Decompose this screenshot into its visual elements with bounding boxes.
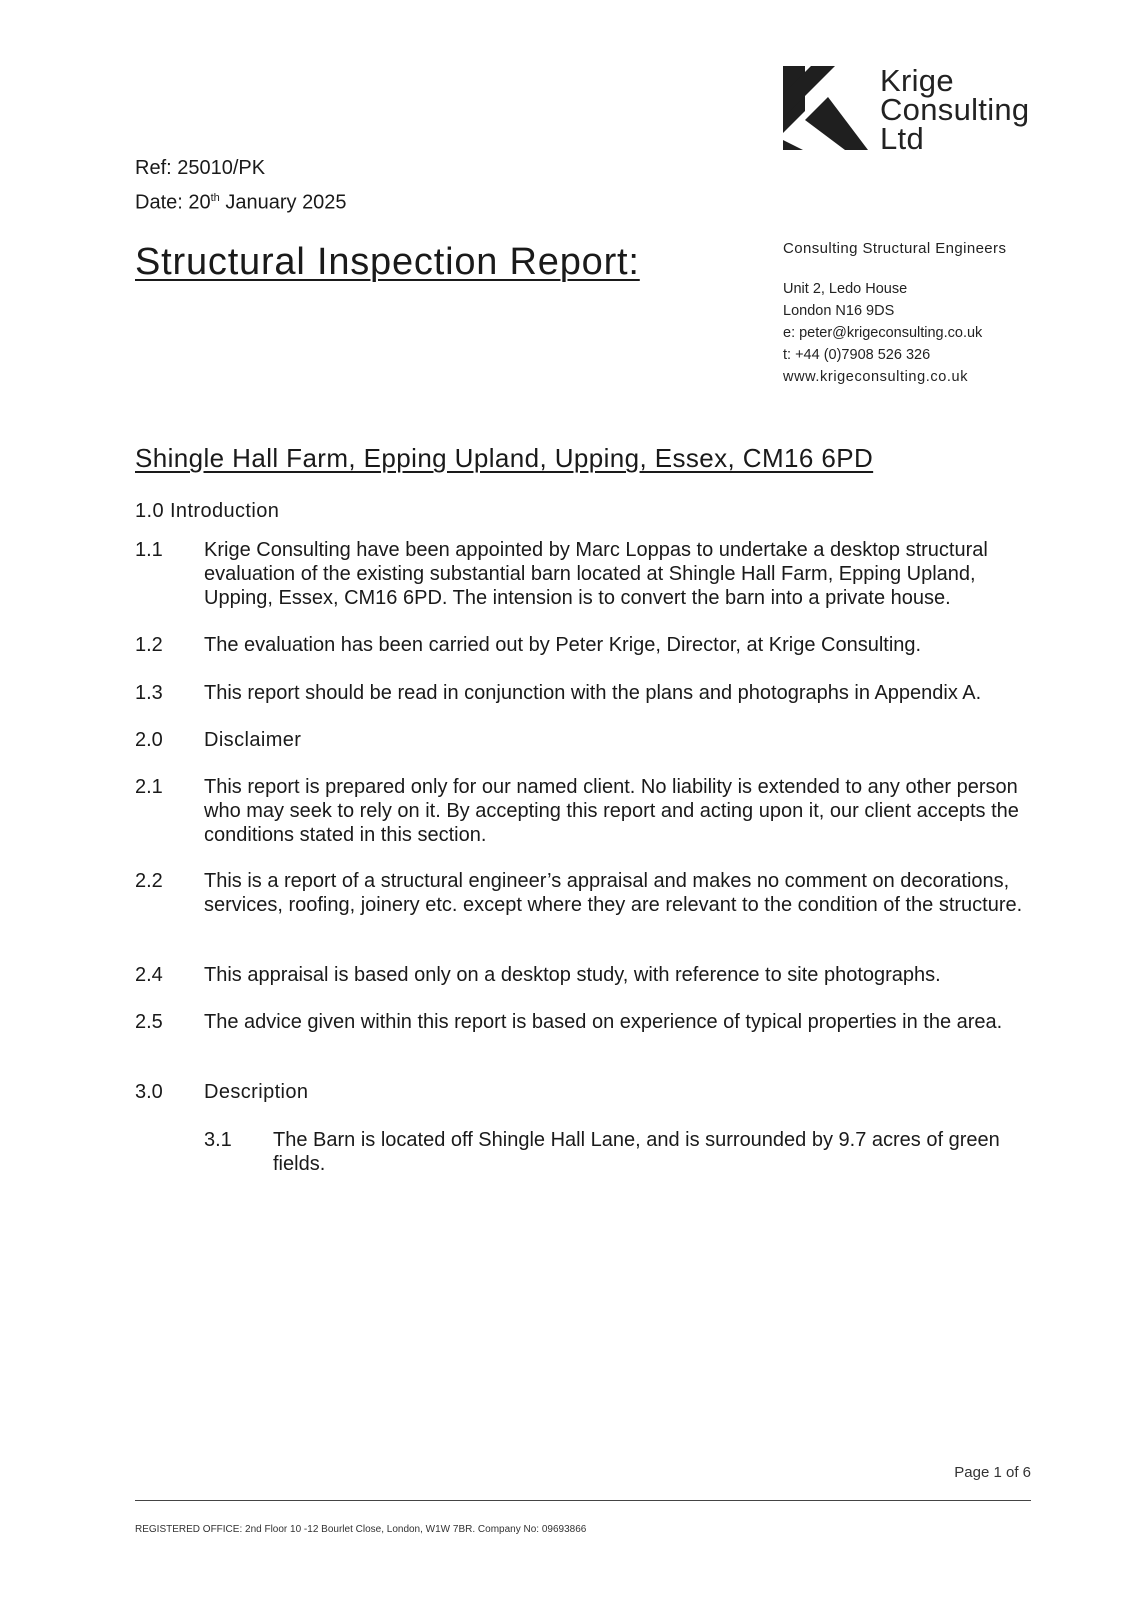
section-heading bbox=[135, 1080, 1030, 1104]
section-text: This report is prepared only for our named client. No liability is extended to any other person who may seek to rely on it. By accepting this report and acting upon it, our client accepts the conditions stated in this section. bbox=[204, 776, 1019, 846]
logo-wordmark bbox=[880, 63, 1030, 156]
section-heading-text: Description bbox=[204, 1081, 309, 1103]
section-number: 3.1 bbox=[204, 1129, 232, 1151]
logo-line-3: Ltd bbox=[880, 121, 924, 156]
section-item bbox=[135, 681, 1030, 705]
section-number: 2.2 bbox=[135, 870, 163, 892]
footer-divider bbox=[135, 1500, 1031, 1501]
section-text: This appraisal is based only on a desktop study, with reference to site photographs. bbox=[204, 964, 941, 986]
section-item bbox=[135, 869, 1030, 917]
section-item bbox=[135, 538, 1030, 610]
krige-k-monogram-icon bbox=[783, 66, 873, 152]
phone-number: +44 (0)7908 526 326 bbox=[791, 347, 931, 363]
logo-line-1: Krige bbox=[880, 63, 954, 98]
website-link[interactable]: www.krigeconsulting.co.uk bbox=[783, 369, 969, 385]
section-number: 2.1 bbox=[135, 776, 163, 798]
address-line-1: Unit 2, Ledo House bbox=[783, 281, 908, 297]
section-text: The Barn is located off Shingle Hall Lane, and is surrounded by 9.7 acres of green fields. bbox=[273, 1129, 1000, 1175]
page-title: Structural Inspection Report: bbox=[135, 241, 640, 283]
date-prefix: Date: 20 bbox=[135, 191, 211, 214]
email-link[interactable]: peter@krigeconsulting.co.uk bbox=[795, 325, 983, 341]
section-number: 3.0 bbox=[135, 1081, 163, 1103]
phone-label: t: bbox=[783, 347, 792, 363]
section-item bbox=[135, 633, 1030, 657]
section-text: The advice given within this report is based on experience of typical properties in the area. bbox=[204, 1011, 1003, 1033]
reference: Ref: 25010/PK bbox=[135, 157, 266, 179]
section-item bbox=[135, 963, 1030, 987]
email-label: e: bbox=[783, 325, 796, 341]
address-line-2: London N16 9DS bbox=[783, 303, 895, 319]
page-number: Page 1 of 6 bbox=[954, 1464, 1031, 1481]
section-item bbox=[135, 1128, 1030, 1176]
section-item bbox=[135, 1010, 1030, 1034]
section-text: This is a report of a structural engineer’s appraisal and makes no comment on decorations, services, roofing, joinery etc. except where they are relevant to the condition of the structure. bbox=[204, 870, 1023, 916]
company-tagline: Consulting Structural Engineers bbox=[783, 240, 1007, 257]
section-heading-text: Disclaimer bbox=[204, 729, 302, 751]
date-suffix: January 2025 bbox=[219, 191, 347, 214]
email-line bbox=[783, 322, 1006, 344]
introduction-heading: 1.0 Introduction bbox=[135, 500, 280, 522]
contact-block bbox=[783, 240, 1006, 388]
section-heading bbox=[135, 728, 1030, 752]
company-logo bbox=[783, 63, 1048, 156]
section-text: The evaluation has been carried out by Peter Krige, Director, at Krige Consulting. bbox=[204, 634, 922, 656]
section-number: 2.5 bbox=[135, 1011, 163, 1033]
section-text: This report should be read in conjunction with the plans and photographs in Appendix A. bbox=[204, 682, 982, 704]
section-number: 1.1 bbox=[135, 539, 163, 561]
section-item bbox=[135, 775, 1030, 847]
section-number: 1.2 bbox=[135, 634, 163, 656]
property-address-heading: Shingle Hall Farm, Epping Upland, Upping, Essex, CM16 6PD bbox=[135, 443, 874, 473]
date-ordinal: th bbox=[210, 192, 220, 204]
section-number: 2.0 bbox=[135, 729, 163, 751]
document-meta bbox=[135, 153, 347, 218]
date bbox=[135, 183, 347, 218]
section-number: 1.3 bbox=[135, 682, 163, 704]
registered-office-footer: REGISTERED OFFICE: 2nd Floor 10 -12 Bourlet Close, London, W1W 7BR. Company No: 09693866 bbox=[135, 1524, 587, 1535]
logo-line-2: Consulting bbox=[880, 92, 1030, 127]
section-text: Krige Consulting have been appointed by Marc Loppas to undertake a desktop structural evaluation of the existing substantial barn located at Shingle Hall Farm, Epping Upland, Upping, Essex, CM16 6PD. The intension is to convert the barn into a private house. bbox=[204, 539, 988, 609]
section-number: 2.4 bbox=[135, 964, 163, 986]
phone-line bbox=[783, 344, 1006, 366]
